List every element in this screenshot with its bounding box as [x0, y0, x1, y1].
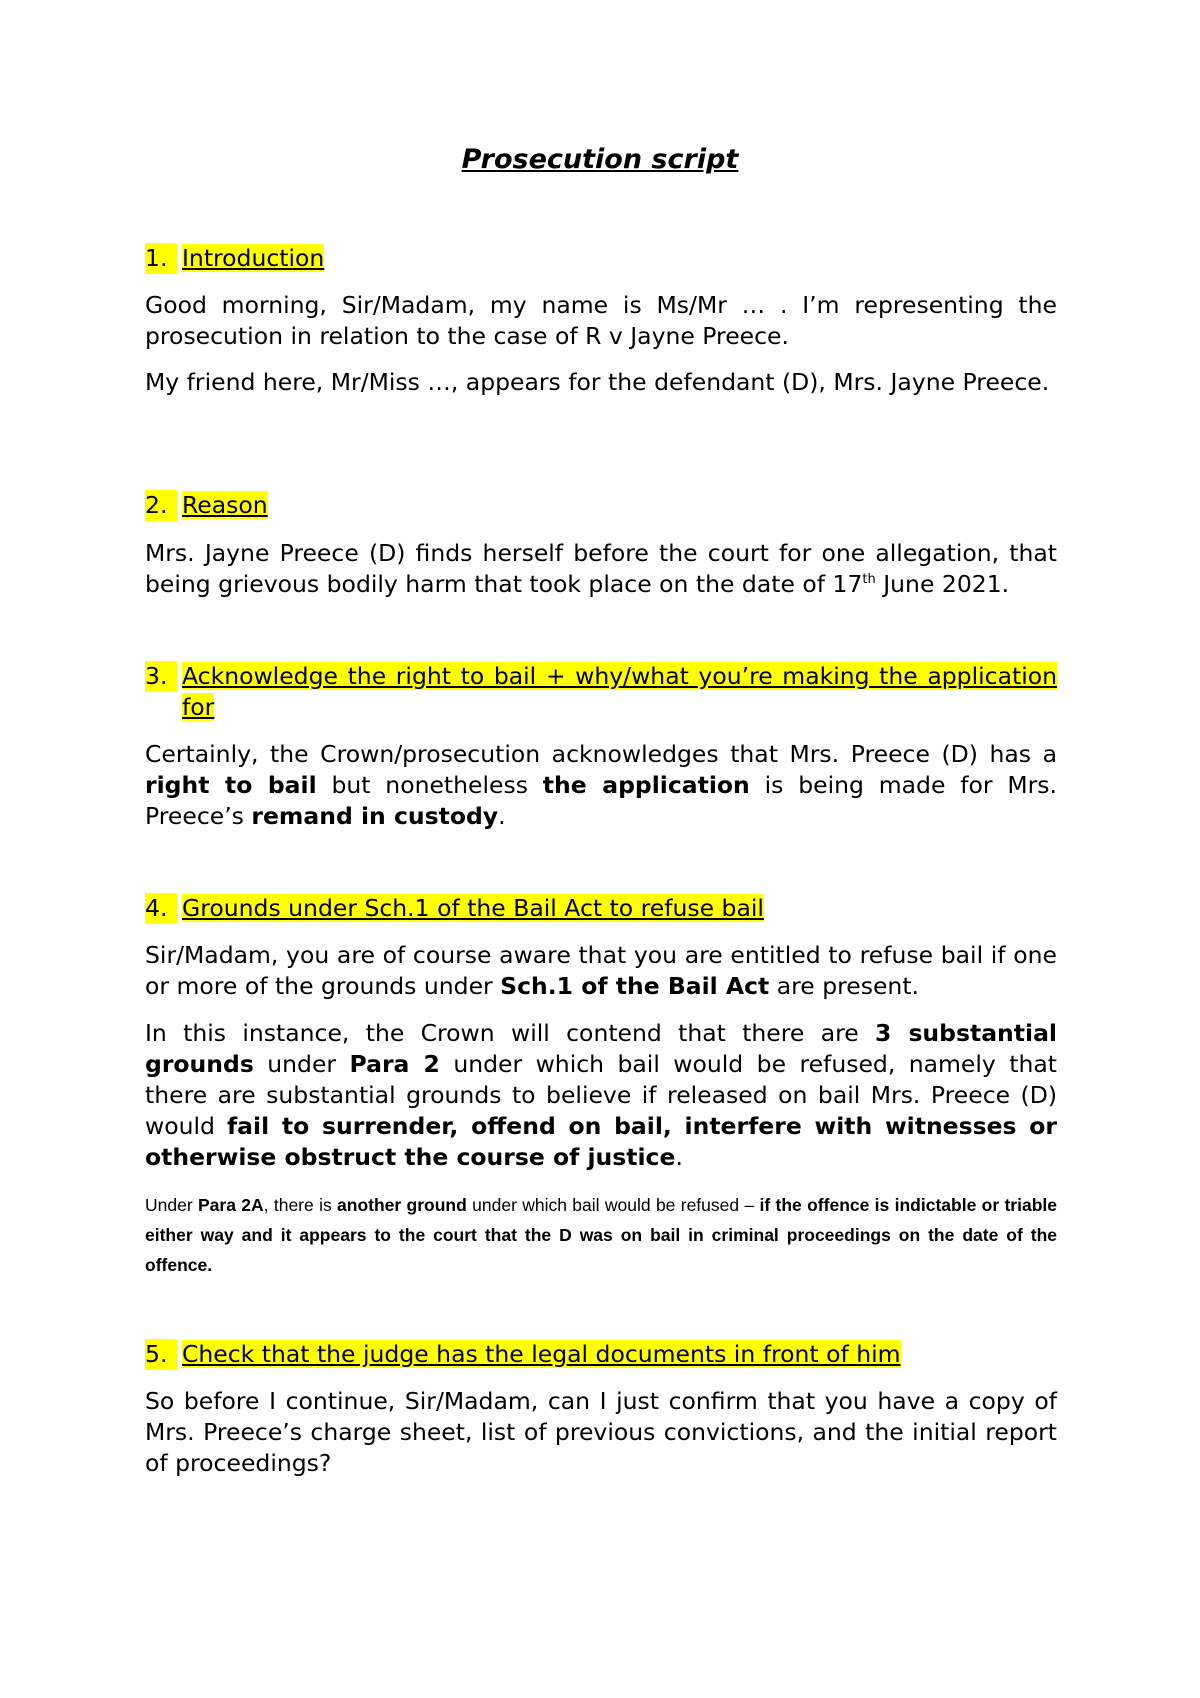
- section-4-heading: [145, 893, 1057, 924]
- section-5-heading: [145, 1339, 1057, 1370]
- section-heading-text: Reason: [182, 491, 268, 519]
- section-heading-text: Introduction: [182, 244, 325, 272]
- ordinal-suffix: th: [862, 572, 876, 588]
- section-number: 1.: [145, 243, 177, 274]
- section-2-heading: [145, 490, 1057, 521]
- grounds-paragraph-1: Sir/Madam, you are of course aware that you are entitled to refuse bail if one or more of the grounds under Sch.1 of the Bail Act are present.: [145, 941, 1057, 1000]
- section-heading-text: Check that the judge has the legal documents in front of him: [182, 1340, 901, 1368]
- section-number: 3.: [145, 661, 177, 692]
- page-title: Prosecution script: [461, 144, 739, 175]
- intro-paragraph-1: Good morning, Sir/Madam, my name is Ms/Mr … . I’m representing the prosecution in relation to the case of R v Jayne Preece.: [145, 291, 1057, 350]
- section-number: 2.: [145, 490, 177, 521]
- documents-paragraph: So before I continue, Sir/Madam, can I just confirm that you have a copy of Mrs. Preece’s charge sheet, list of previous convictions, and the initial report of proceedings?: [145, 1387, 1057, 1477]
- section-1-heading: [145, 243, 1057, 274]
- section-3-heading: [145, 661, 1057, 723]
- section-heading-text: Acknowledge the right to bail + why/what you’re making the application for: [182, 662, 1057, 721]
- bail-right-paragraph: Certainly, the Crown/prosecution acknowledges that Mrs. Preece (D) has a right to bail but nonetheless the application is being made for Mrs. Preece’s remand in custody.: [145, 740, 1057, 830]
- section-number: 4.: [145, 893, 177, 924]
- reason-paragraph: Mrs. Jayne Preece (D) finds herself before the court for one allegation, that being grievous bodily harm that took place on the date of 17th June 2021.: [145, 539, 1057, 598]
- grounds-paragraph-3: Under Para 2A, there is another ground under which bail would be refused – if the offence is indictable or triable either way and it appears to the court that the D was on bail in criminal proceedings on the date of the offence.: [145, 1195, 1057, 1275]
- grounds-paragraph-2: In this instance, the Crown will contend that there are 3 substantial grounds under Para 2 under which bail would be refused, namely that there are substantial grounds to believe if released on bail Mrs. Preece (D) would fail to surrender, offend on bail, interfere with witnesses or otherwise obstruct the course of justice.: [145, 1019, 1057, 1171]
- section-number: 5.: [145, 1339, 177, 1370]
- intro-paragraph-2: My friend here, Mr/Miss …, appears for the defendant (D), Mrs. Jayne Preece.: [145, 368, 1050, 396]
- section-heading-text: Grounds under Sch.1 of the Bail Act to refuse bail: [182, 894, 764, 922]
